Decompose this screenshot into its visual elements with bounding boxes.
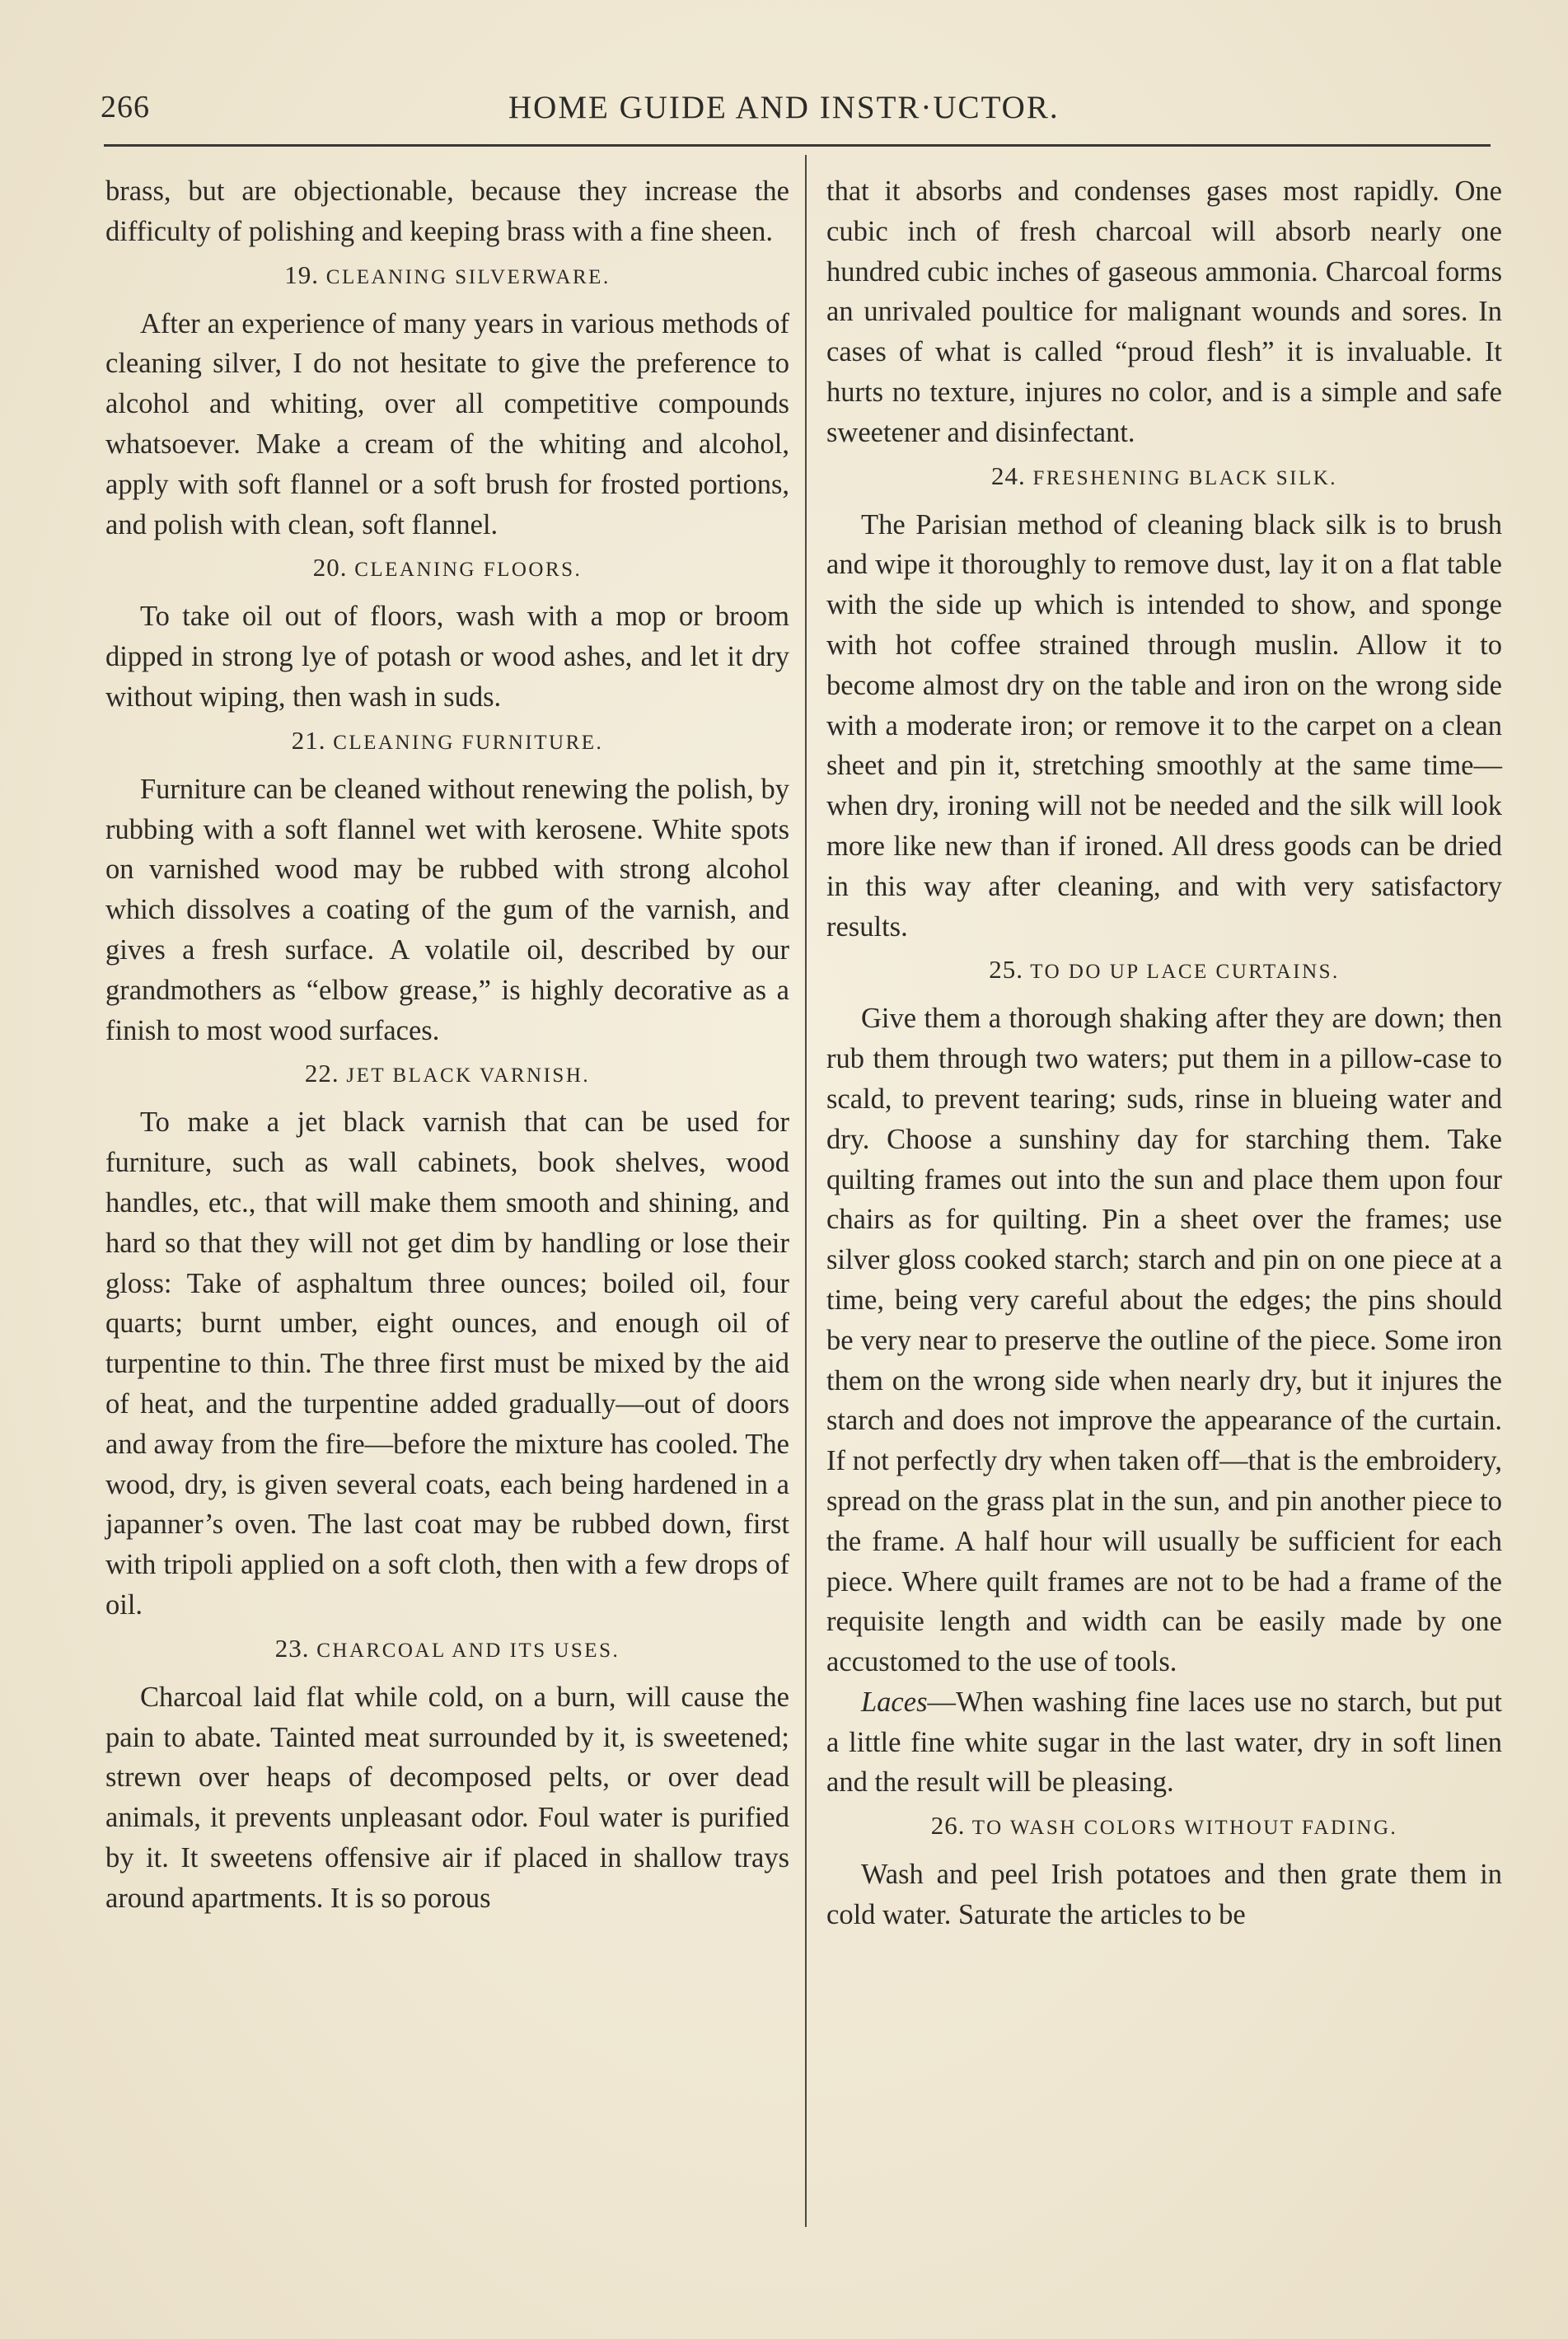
laces-label: Laces <box>861 1686 928 1718</box>
section-heading-23 <box>105 1632 789 1668</box>
section-number: 21. <box>291 725 326 755</box>
left-opening-text: brass, but are objectionable, because they increase the difficulty of polishing and keeping brass with a fine sheen. <box>105 175 789 247</box>
section-title: TO DO UP LACE CURTAINS. <box>1030 961 1340 984</box>
section-heading-24 <box>826 460 1502 495</box>
header-rule <box>104 144 1491 147</box>
section-body-26: Wash and peel Irish potatoes and then grate them in cold water. Saturate the articles to be <box>826 1859 1502 1931</box>
section-title: JET BLACK VARNISH. <box>346 1064 591 1088</box>
section-heading-19 <box>105 259 789 294</box>
section-body-21: Furniture can be cleaned without renewing the polish, by rubbing with a soft flannel wet with kerosene. White spots on varnished wood may be rubbed with strong alcohol which dissolves a coating of the gum of the varnish, and gives a fresh surface. A volatile oil, described by our grandmothers as “elbow grease,” is highly decorative as a finish to most wood surfaces. <box>105 773 789 1046</box>
section-number: 25. <box>989 955 1023 985</box>
section-body-19: After an experience of many years in various methods of cleaning silver, I do not hesitate to give the preference to alcohol and whiting, over all competitive compounds whatsoever. Make a cream of the whiting and alcohol, apply with soft flannel or a soft brush for frosted portions, and polish with clean, soft flannel. <box>105 307 789 540</box>
section-body-20: To take oil out of floors, wash with a mop or broom dipped in strong lye of potash or wood ashes, and let it dry without wiping, then wash in suds. <box>105 601 789 713</box>
section-number: 22. <box>304 1059 339 1088</box>
section-number: 23. <box>274 1633 310 1663</box>
column-divider <box>805 155 807 2227</box>
page-header <box>101 89 1491 135</box>
section-body-25: Give them a thorough shaking after they are down; then rub them through two waters; put them in a pillow-case to scald, to prevent tearing; suds, rinse in blueing water and dry. Choose a sunshiny day for starching them. Take quilting frames out into the sun and place them upon four chairs as for quilting. Pin a sheet over the frames; use silver gloss cooked starch; starch and pin on one piece at a time, being very careful about the edges; the pins should be very near to preserve the outline of the piece. Some iron them on the wrong side when nearly dry, but it injures the starch and does not improve the appearance of the curtain. If not perfectly dry when taken off—that is the embroidery, spread on the grass plat in the sun, and pin another piece to the frame. A half hour will usually be sufficient for each piece. Where quilt frames are not to be had a frame of the requisite length and width can be easily made by one accustomed to the use of tools. <box>826 1003 1502 1678</box>
section-title: FRESHENING BLACK SILK. <box>1032 466 1338 489</box>
section-body-24: The Parisian method of cleaning black silk is to brush and wipe it thoroughly to remove dust, lay it on a flat table with the side up which is intended to show, and sponge with hot coffee strained through muslin. Allow it to become almost dry on the table and iron on the wrong side with a moderate iron; or remove it to the carpet on a clean sheet and pin it, stretching smoothly at the same time—when dry, ironing will not be needed and the silk will look more like new than if ironed. All dress goods can be dried in this way after cleaning, and with very satisfactory results. <box>826 508 1502 943</box>
section-heading-26 <box>826 1809 1502 1845</box>
running-title: HOME GUIDE AND INSTR·UCTOR. <box>508 90 1060 125</box>
section-body-23: Charcoal laid flat while cold, on a burn, will cause the pain to abate. Tainted meat surrounded by it, is sweetened; strewn over heaps of decomposed pelts, or over dead animals, it prevents unpleasant odor. Foul water is purified by it. It sweetens offensive air if placed in shallow trays around apartments. It is so porous <box>105 1681 789 1914</box>
section-title: CLEANING SILVERWARE. <box>325 265 611 288</box>
section-title: TO WASH COLORS WITHOUT FADING. <box>971 1817 1398 1840</box>
page-number: 266 <box>101 90 150 124</box>
left-column <box>105 171 789 1918</box>
section-number: 26. <box>930 1811 966 1841</box>
section-number: 20. <box>312 553 348 582</box>
section-body-22: To make a jet black varnish that can be used for furniture, such as wall cabinets, book shelves, wood handles, etc., that will make them smooth and shining, and hard so that they will not get dim by handling or lose their gloss: Take of asphaltum three ounces; boiled oil, four quarts; burnt umber, eight ounces, and enough oil of turpentine to thin. The three first must be mixed by the aid of heat, and the turpentine added gradually—out of doors and away from the fire—before the mixture has cooled. The wood, dry, is given several coats, each being hardened in a japanner’s oven. The last coat may be rubbed down, first with tripoli applied on a soft cloth, then with a few drops of oil. <box>105 1106 789 1621</box>
section-heading-25 <box>826 953 1502 989</box>
laces-paragraph <box>826 1682 1502 1803</box>
laces-text: —When washing fine laces use no starch, but put a little fine white sugar in the last water, dry in soft linen and the result will be pleasing. <box>826 1686 1502 1799</box>
section-number: 19. <box>284 260 320 289</box>
section-title: CHARCOAL AND ITS USES. <box>316 1639 620 1662</box>
right-column <box>826 171 1502 1935</box>
section-title: CLEANING FLOORS. <box>354 559 583 582</box>
section-heading-20 <box>105 551 789 587</box>
section-number: 24. <box>990 461 1026 490</box>
section-heading-21 <box>105 724 789 760</box>
section-title: CLEANING FURNITURE. <box>333 731 604 754</box>
section-heading-22 <box>105 1057 789 1092</box>
right-opening-text: that it absorbs and condenses gases most rapidly. One cubic inch of fresh charcoal will absorb nearly one hundred cubic inches of gaseous ammonia. Charcoal forms an unrivaled poultice for malignant wounds and sores. In cases of what is called “proud flesh” it is invaluable. It hurts no texture, injures no color, and is a simple and safe sweetener and disinfectant. <box>826 175 1502 448</box>
